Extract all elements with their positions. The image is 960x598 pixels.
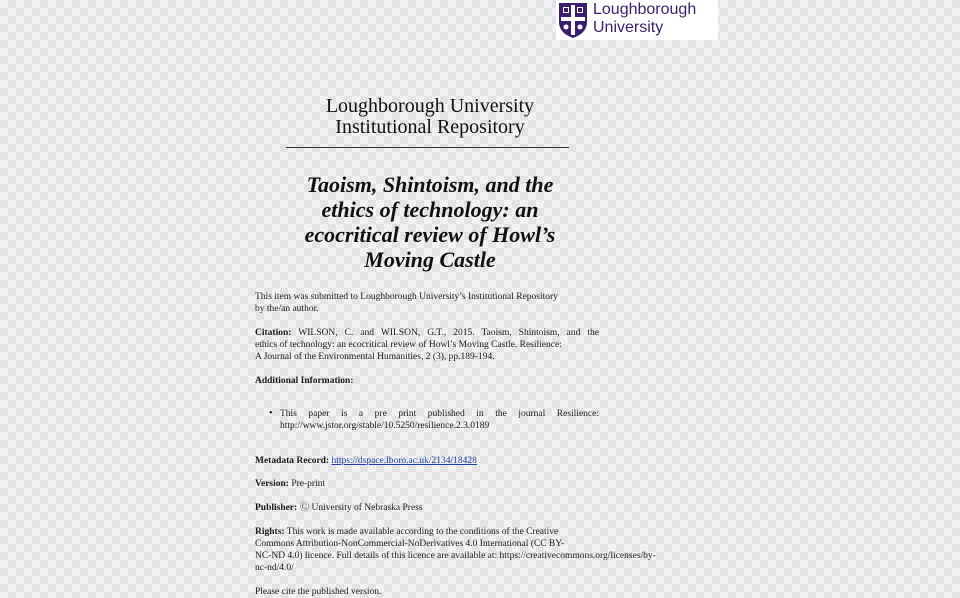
submission-statement-line: by the/an author.: [255, 304, 319, 314]
rights-label: Rights:: [255, 527, 285, 537]
citation-line: [255, 327, 599, 339]
publisher: [255, 502, 423, 514]
rights-line: [255, 526, 558, 538]
rights-text: This work is made available according to the conditions of the Creative: [286, 527, 559, 537]
additional-info-line: This paper is a pre print published in the journal Resilience:: [280, 409, 599, 419]
university-logo: [556, 0, 718, 40]
citation-text: WILSON, C. and WILSON, G.T., 2015. Taoism, Shintoism, and the: [298, 328, 599, 338]
version-value: Pre-print: [291, 479, 326, 489]
additional-info-label: Additional Information:: [255, 376, 354, 386]
paper-title-line: Taoism, Shintoism, and the: [306, 172, 554, 197]
citation-line: ethics of technology: an ecocritical review of Howl’s Moving Castle. Resilience:: [255, 340, 562, 350]
paper-title-line: ecocritical review of Howl’s: [304, 222, 556, 247]
rights-line: nc-nd/4.0/: [255, 563, 294, 573]
heading-divider: [286, 147, 569, 148]
metadata-record-label: Metadata Record:: [255, 456, 330, 466]
repository-title-line2: Institutional Repository: [335, 116, 525, 138]
logo-text-line1: Loughborough: [593, 1, 697, 18]
paper-title-line: ethics of technology: an: [321, 197, 539, 222]
rights-line: NC-ND 4.0) licence. Full details of this licence are available at: https://creativecommons.org/licenses/by-: [255, 551, 656, 561]
publisher-value: Ⓒ University of Nebraska Press: [299, 503, 423, 513]
repository-title-line1: Loughborough University: [325, 95, 535, 117]
submission-statement-line: This item was submitted to Loughborough University’s Institutional Repository: [255, 292, 558, 302]
logo-text-line2: University: [593, 19, 664, 36]
metadata-record-link[interactable]: https://dspace.lboro.ac.uk/2134/18428: [331, 456, 477, 466]
bullet-icon: •: [269, 408, 273, 419]
additional-info-line: http://www.jstor.org/stable/10.5250/resilience.2.3.0189: [280, 421, 490, 431]
metadata-record: [255, 455, 477, 467]
version-label: Version:: [255, 479, 289, 489]
paper-title-line: Moving Castle: [364, 247, 496, 272]
publisher-label: Publisher:: [255, 503, 298, 513]
citation-label: Citation:: [255, 328, 292, 338]
shield-icon: [558, 2, 588, 39]
citation-line: A Journal of the Environmental Humanities, 2 (3), pp.189-194.: [255, 352, 495, 362]
rights-line: Commons Attribution-NonCommercial-NoDerivatives 4.0 International (CC BY-: [255, 539, 565, 549]
version: [255, 478, 325, 490]
cite-note: Please cite the published version.: [255, 587, 382, 597]
